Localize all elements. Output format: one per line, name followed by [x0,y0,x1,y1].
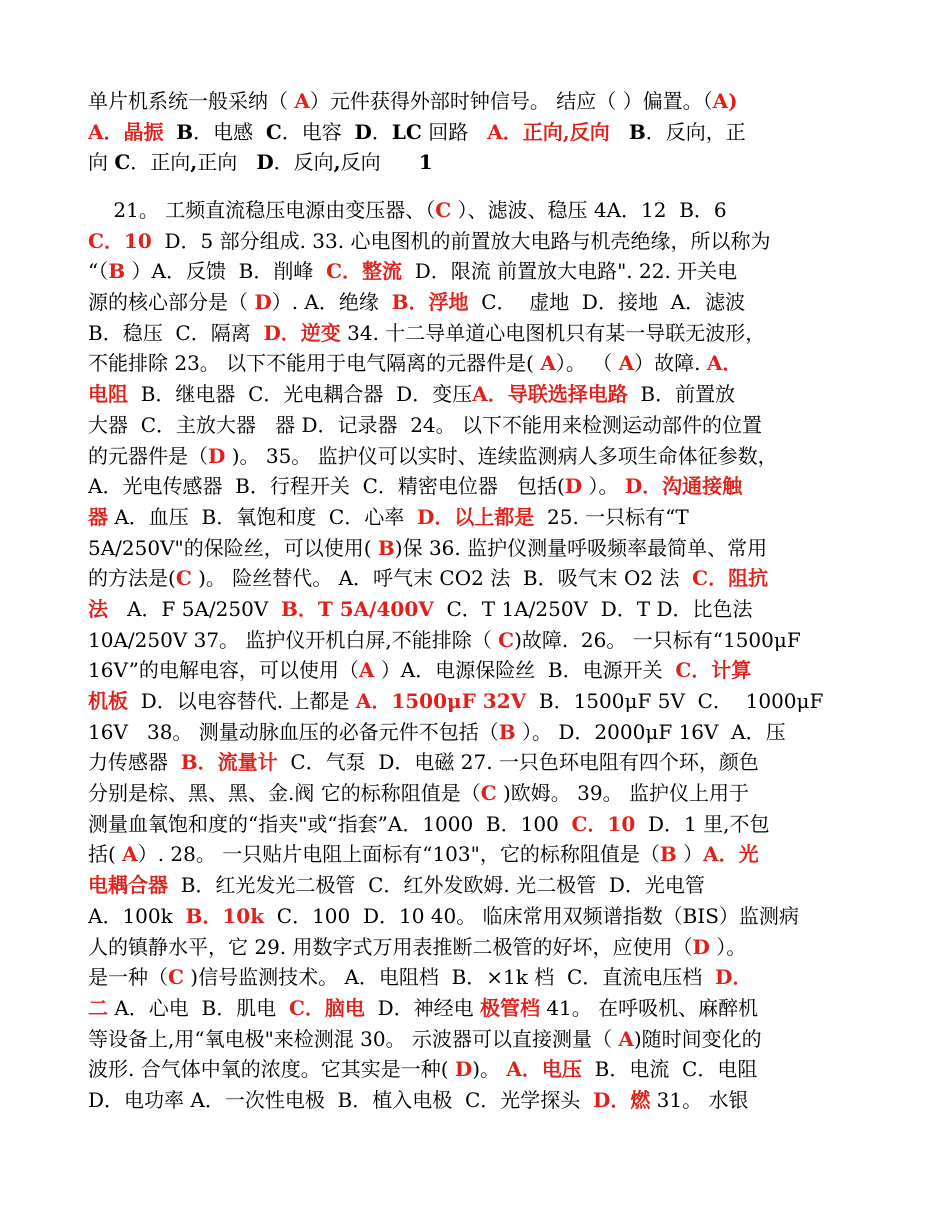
question-text: B．继电器 C．光电耦合器 D．变压 [128,382,473,407]
question-text: D．电功率 A．一次性电极 B．植入电极 C．光学探头 [88,1087,593,1112]
question-text: )。 35。 监护仪可以实时、连续监测病人多项生命体征参数， [225,443,778,468]
text-line [88,1054,868,1085]
question-text: C．气泵 D．电磁 27. 一只色环电阻有四个环，颜色 [277,750,759,775]
question-text: ）. A．绝缘 [271,290,392,315]
question-text: 是一种（ [88,965,168,990]
answer-text: D [564,474,583,499]
text-line [88,655,868,686]
question-text: ）A．反馈 B．削峰 [125,259,327,284]
question-text: ）元件获得外部时钟信号。 结应（ ）偏置。（ [309,89,713,113]
question-text: )。 [472,1057,507,1082]
text-line [88,256,868,287]
question-text: ）。 [709,934,747,959]
question-text: ．反向，正 [645,119,746,144]
text-line [88,594,868,625]
answer-text: B [108,259,126,284]
answer-text: A [358,658,375,683]
answer-text: 电耦合器 [88,873,168,898]
text-line [88,809,868,840]
answer-text: A．1500μF 32V [355,689,527,713]
question-text: A．100k [88,903,186,928]
text-line [88,993,868,1024]
question-text: )欧姆。 39。 监护仪上用于 [496,781,749,806]
question-text: C． 虚地 D．接地 A．滤波 [468,290,746,315]
answer-text: A． [706,351,743,376]
question-text: )故障. 26。 一只标有“1500μF [514,627,801,652]
answer-text: 法 [88,596,108,621]
answer-text: C．10 [88,228,152,253]
answer-text: A．晶振 [88,119,164,144]
question-text: D．5 部分组成. 33. 心电图机的前置放大电路与机壳绝缘，所以称为 [151,228,771,253]
answer-text: C [168,965,184,990]
answer-text: A．光 [703,842,759,867]
question-text: B．前置放 [627,382,736,407]
question-text: 大器 C．主放大器 器 D．记录器 24。 以下不能用来检测运动部件的位置 [88,412,763,437]
question-text [610,120,629,144]
question-text: 力传感器 [88,750,181,775]
text-line [88,717,868,748]
text-line [88,778,868,809]
question-text: ）A．电源保险丝 B．电源开关 [374,658,676,683]
question-text: 测量血氧饱和度的“指夹"或“指套”A．1000 B．100 [88,811,572,836]
question-text: 21。 工频直流稳压电源由变压器、（ [88,198,436,222]
question-text: LC [391,119,422,144]
text-line [88,901,868,932]
answer-text: B [659,842,677,867]
text-line [88,379,868,410]
text-line [88,686,868,717]
question-text: 不能排除 23。 以下不能用于电气隔离的元器件是( [88,351,541,376]
text-line [88,318,868,349]
answer-text: D [692,934,710,959]
question-text: 16V”的电解电容，可以使用（ [88,658,359,683]
text-line [88,287,868,318]
question-text: C [265,119,282,144]
answer-text: B．T 5A/400V [281,596,434,621]
answer-text: C．计算 [675,658,752,683]
answer-text: 极管档 [479,995,540,1020]
question-text: ．电容 [281,119,355,144]
answer-text: D．逆变 [263,320,341,345]
question-text: ）、滤波、稳压 4A．12 B．6 [451,198,727,222]
question-text: 的元器件是（ [88,443,208,468]
question-text: “（ [88,259,109,284]
question-text: D．以电容替代. 上都是 [128,689,356,713]
question-text: ．反向 [273,150,334,175]
question-text: 单片机系统一般采纳（ [88,89,295,113]
question-text: )随时间变化的 [633,1026,762,1051]
question-text: 回路 [421,119,488,144]
text-line [88,195,868,226]
answer-text: B．流量计 [180,750,278,775]
question-text: 向 [88,150,115,175]
question-text: A．光电传感器 B．行程开关 C．精密电位器 包括( [88,474,565,499]
answer-text: C．脑电 [288,995,365,1020]
text-line [88,117,868,148]
answer-text: 器 [88,504,108,529]
question-text: C [114,150,131,175]
question-text: ．正向 [130,150,191,175]
question-text: B．1500μF 5V C． 1000μF [526,689,824,713]
answer-text: D [254,290,272,315]
question-text: D [354,119,372,144]
question-text: B [628,119,646,144]
text-line [88,932,868,963]
question-text: , [333,150,341,175]
paragraph-questions [88,195,868,1116]
question-text: ．电感 [193,119,266,144]
question-text: 反向 [340,150,419,175]
question-text: C．T 1A/250V D．T D．比色法 [433,596,753,621]
answer-text: B．10k [185,903,265,928]
question-text: D．1 里,不包 [635,811,770,836]
question-text: 源的核心部分是（ [88,290,255,315]
question-text: 41。 在呼吸机、麻醉机 [539,995,759,1020]
answer-text: B [377,535,395,560]
question-text: ． [371,119,392,144]
answer-text: 机板 [88,689,128,713]
answer-text: D [208,443,226,468]
text-line [88,471,868,502]
question-text: B．稳压 C．隔离 [88,320,264,345]
question-text: 34. 十二导单道心电图机只有某一导联无波形， [340,320,766,345]
answer-text: D． [715,965,753,990]
text-line [88,441,868,472]
question-text: 16V 38。 测量动脉血压的必备元件不包括（ [88,719,499,744]
question-text: 1 [418,150,433,175]
text-line [88,348,868,379]
question-text: A．心电 B．肌电 [108,995,289,1020]
question-text: 括( [88,842,123,867]
text-line [88,962,868,993]
question-text: ）。 D．2000μF 16V A．压 [515,719,786,744]
answer-text: A [294,89,310,113]
question-text: 正向 [197,150,257,175]
question-text: A．F 5A/250V [108,596,281,621]
text-line [88,410,868,441]
answer-text: C [435,198,452,222]
question-text: ）. 28。 一只贴片电阻上面标有“103"，它的标称阻值是（ [137,842,660,867]
answer-text: A [540,351,556,376]
question-text: 25. 一只标有“T [534,504,689,529]
answer-text: D．以上都是 [416,504,535,529]
text-line [88,533,868,564]
question-text: C．100 D．10 40。 临床常用双频谱指数（BIS）监测病 [264,903,799,928]
answer-text: A．正向,反向 [487,119,610,144]
text-line [88,1024,868,1055]
answer-text: A．导联选择电路 [472,382,628,407]
question-text: D．限流 前置放大电路". 22. 开关电 [402,259,738,284]
question-text: B．电流 C．电阻 [581,1057,758,1082]
answer-text: C [175,566,192,591]
text-line [88,502,868,533]
text-line [88,563,868,594]
text-line [88,147,868,178]
answer-text: A) [712,89,738,113]
answer-text: C．阻抗 [692,566,769,591]
question-text: 10A/250V 37。 监护仪开机白屏,不能排除（ [88,627,499,652]
answer-text: C [480,781,497,806]
answer-text: B [498,719,516,744]
answer-text: C [498,627,515,652]
answer-text: 电阻 [88,382,128,407]
answer-text: C．整流 [326,259,402,284]
question-text: )保 36. 监护仪测量呼吸频率最简单、常用 [394,535,768,560]
question-text: D [256,150,274,175]
text-line [88,870,868,901]
question-text [164,120,177,144]
text-line [88,625,868,656]
question-text: 人的镇静水平，它 29. 用数字式万用表推断二极管的好坏，应使用（ [88,934,693,959]
text-line [88,839,868,870]
question-text: ）。 [582,474,625,499]
text-line [88,747,868,778]
text-line [88,1085,868,1116]
answer-text: D．沟通接触 [624,474,743,499]
question-text: ）。 （ [555,351,619,376]
answer-text: A．电压 [506,1057,582,1082]
answer-text: A [618,1026,634,1051]
question-text: 等设备上,用“氧电极"来检测混 30。 示波器可以直接测量（ [88,1026,619,1051]
text-line [88,226,868,257]
question-text: )信号监测技术。 A．电阻档 B．×1k 档 C．直流电压档 [183,965,715,990]
question-text: 波形. 合气体中氧的浓度。它其实是一种( [88,1057,455,1082]
question-text: ） [676,842,704,867]
question-text: B [176,119,194,144]
question-text: 5A/250V"的保险丝，可以使用( [88,535,378,560]
answer-text: B．浮地 [391,290,469,315]
text-line [88,86,868,117]
answer-text: 二 [88,995,108,1020]
question-text: )。 险丝替代。 A．呼气末 CO2 法 B．吸气末 O2 法 [191,566,693,591]
question-text: B．红光发光二极管 C．红外发欧姆. 光二极管 D．光电管 [168,873,705,898]
answer-text: C．10 [571,811,636,836]
question-text: D．神经电 [364,995,480,1020]
answer-text: A [122,842,138,867]
question-text: A．血压 B．氧饱和度 C．心率 [108,504,417,529]
paragraph-intro [88,86,868,178]
answer-text: D [454,1057,473,1082]
question-text: 分别是棕、黑、黑、金.阀 它的标称阻值是（ [88,781,481,806]
answer-text: A [618,351,635,376]
question-text: ）故障. [634,351,707,376]
question-text: , [190,150,198,175]
question-text: 31。 水银 [650,1087,749,1112]
answer-text: D．燃 [592,1087,651,1112]
question-text: 的方法是( [88,566,176,591]
